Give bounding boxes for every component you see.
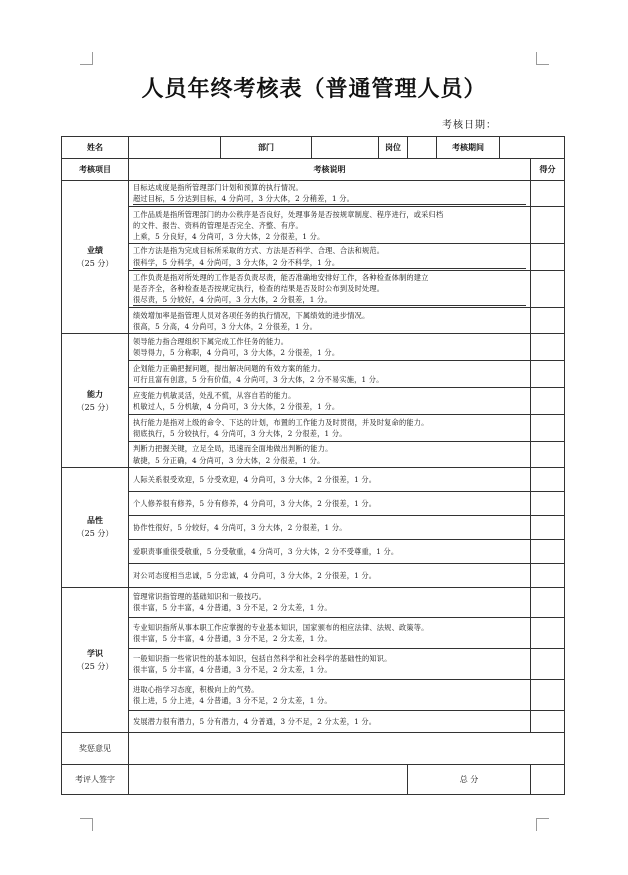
score-field[interactable] <box>531 515 565 539</box>
score-field[interactable] <box>531 334 565 361</box>
criteria-description <box>129 539 531 563</box>
corner-mark-bottom-left <box>80 818 93 831</box>
score-field[interactable] <box>531 491 565 515</box>
score-field[interactable] <box>531 181 565 207</box>
score-label: 得分 <box>531 159 565 181</box>
header-row-2 <box>62 159 565 181</box>
total-field[interactable] <box>531 764 565 794</box>
item-row <box>62 415 565 442</box>
criteria-line: 发展潜力很有潜力，5 分有潜力，4 分普通，3 分不足，2 分太差，1 分。 <box>133 716 377 726</box>
criteria-line: 可行且富有创意，5 分有价值，4 分尚可，3 分大体，2 分不易实施，1 分。 <box>133 375 384 385</box>
criteria-description <box>129 587 531 617</box>
criteria-line: 管理常识指管理的基础知识和一般技巧。 <box>133 592 266 602</box>
criteria-line: 很丰富，5 分丰富，4 分普通，3 分不足，2 分太差，1 分。 <box>133 664 332 674</box>
item-label: 考核项目 <box>62 159 129 181</box>
post-label: 岗位 <box>379 137 408 159</box>
score-field[interactable] <box>531 388 565 415</box>
dept-label: 部门 <box>221 137 312 159</box>
criteria-line: 对公司态度相当忠诚，5 分忠诚，4 分尚可，3 分大体，2 分很差，1 分。 <box>133 570 377 580</box>
score-field[interactable] <box>531 270 565 308</box>
score-field[interactable] <box>531 361 565 388</box>
opinion-field[interactable] <box>129 732 565 764</box>
criteria-line: 很丰富，5 分丰富，4 分普通，3 分不足，2 分太差，1 分。 <box>133 603 332 613</box>
corner-mark-bottom-right <box>536 818 549 831</box>
criteria-line: 绩效增加率是指管理人员对各项任务的执行情况，下属绩效的进步情况。 <box>133 310 370 320</box>
criteria-line: 人际关系很受欢迎，5 分受欢迎，4 分尚可，3 分大体，2 分很差，1 分。 <box>133 474 377 484</box>
post-field[interactable] <box>408 137 437 159</box>
criteria-description <box>129 207 531 244</box>
criteria-line: 进取心指学习态度，积极向上的气势。 <box>133 684 259 694</box>
criteria-line: 协作性很好，5 分较好，4 分尚可，3 分大体，2 分很差，1 分。 <box>133 522 347 532</box>
desc-label: 考核说明 <box>129 159 531 181</box>
criteria-line: 工作方法是指为完成目标所采取的方式、方法是否科学、合理、合法和规范。 <box>133 246 385 256</box>
criteria-line: 彻底执行，5 分较执行，4 分尚可，3 分大体，2 分很差，1 分。 <box>133 429 347 439</box>
criteria-description <box>129 415 531 442</box>
criteria-line: 很高，5 分高，4 分尚可，3 分大体，2 分很差，1 分。 <box>133 321 318 331</box>
score-field[interactable] <box>531 308 565 334</box>
criteria-description <box>129 388 531 415</box>
item-row <box>62 442 565 467</box>
signature-label: 考评人签字 <box>62 764 129 794</box>
period-label: 考核期间 <box>437 137 500 159</box>
category-name: 业绩 <box>87 245 103 256</box>
criteria-line: 企划能力正确把握问题，提出解决问题的有效方案的能力。 <box>133 364 326 374</box>
criteria-line: 判断力把握关键，立足全局，迅速而全面地做出判断的能力。 <box>133 444 333 454</box>
score-field[interactable] <box>531 617 565 648</box>
item-row <box>62 308 565 334</box>
corner-mark-top-right <box>536 52 549 65</box>
item-row <box>62 207 565 244</box>
criteria-line: 很科学，5 分科学，4 分尚可，3 分大体，2 分不科学，1 分。 <box>133 257 526 269</box>
criteria-line: 的文件、报告、资料的管理是否完全、齐整、有序。 <box>133 220 303 230</box>
header-row-1 <box>62 137 565 159</box>
name-label: 姓名 <box>62 137 129 159</box>
category-cell <box>62 334 129 467</box>
category-points: （25 分） <box>76 529 114 539</box>
criteria-description <box>129 563 531 587</box>
score-field[interactable] <box>531 442 565 467</box>
review-date-label: 考核日期： <box>442 120 497 131</box>
criteria-description <box>129 710 531 732</box>
item-row <box>62 181 565 207</box>
score-field[interactable] <box>531 415 565 442</box>
criteria-line: 机敏过人，5 分机敏，4 分尚可，3 分大体，2 分很差，1 分。 <box>133 402 340 412</box>
criteria-description <box>129 181 531 207</box>
category-name: 能力 <box>87 388 103 399</box>
item-row <box>62 270 565 308</box>
item-row <box>62 617 565 648</box>
dept-field[interactable] <box>312 137 379 159</box>
criteria-line: 敏捷，5 分正确，4 分尚可，3 分大体，2 分很差，1 分。 <box>133 455 325 465</box>
page-title: 人员年终考核表（普通管理人员） <box>141 76 487 102</box>
criteria-description <box>129 491 531 515</box>
criteria-line: 是否齐全，各种检查是否按规定执行，检查的结果是否及时公布到及时处理。 <box>133 284 385 294</box>
criteria-line: 目标达成度是指所管理部门计划和预算的执行情况。 <box>133 183 303 192</box>
category-cell <box>62 587 129 732</box>
item-row <box>62 648 565 679</box>
criteria-description <box>129 467 531 491</box>
criteria-line: 很丰富，5 分丰富，4 分普通，3 分不足，2 分太差，1 分。 <box>133 633 332 643</box>
assessment-table <box>61 136 565 795</box>
item-row <box>62 388 565 415</box>
criteria-description <box>129 679 531 710</box>
item-row <box>62 710 565 732</box>
name-field[interactable] <box>129 137 221 159</box>
criteria-description <box>129 244 531 270</box>
category-cell <box>62 181 129 334</box>
criteria-line: 一般知识指一些常识性的基本知识，包括自然科学和社会科学的基础性的知识。 <box>133 653 392 663</box>
item-row <box>62 467 565 491</box>
criteria-description <box>129 442 531 467</box>
criteria-line: 领导得力，5 分称职，4 分尚可，3 分大体，2 分很差，1 分。 <box>133 348 340 358</box>
score-field[interactable] <box>531 244 565 270</box>
criteria-line: 很上进，5 分上进，4 分普通，3 分不足，2 分太差，1 分。 <box>133 695 332 705</box>
category-name: 学识 <box>87 647 103 658</box>
criteria-line: 超过目标，5 分达到目标，4 分尚可，3 分大体，2 分稍差，1 分。 <box>133 193 526 205</box>
criteria-line: 领导能力指合理组织下属完成工作任务的能力。 <box>133 337 289 347</box>
item-row <box>62 563 565 587</box>
score-field[interactable] <box>531 587 565 617</box>
score-field[interactable] <box>531 467 565 491</box>
opinion-label: 奖惩意见 <box>62 732 129 764</box>
score-field[interactable] <box>531 207 565 244</box>
score-field[interactable] <box>531 710 565 732</box>
criteria-line: 个人修养很有修养，5 分有修养，4 分尚可，3 分大体，2 分很差，1 分。 <box>133 498 377 508</box>
item-row <box>62 539 565 563</box>
criteria-line: 应变能力机敏灵活，处乱不慌，从容自若的能力。 <box>133 391 296 401</box>
score-field[interactable] <box>531 539 565 563</box>
category-points: （25 分） <box>76 661 114 671</box>
item-row <box>62 334 565 361</box>
criteria-description <box>129 361 531 388</box>
item-row <box>62 515 565 539</box>
opinion-row <box>62 732 565 764</box>
score-field[interactable] <box>531 563 565 587</box>
signature-field[interactable] <box>129 764 408 794</box>
criteria-description <box>129 270 531 308</box>
criteria-line: 专业知识指所从事本职工作应掌握的专业基本知识，国家颁布的相应法律、法规、政策等。 <box>133 622 429 632</box>
score-field[interactable] <box>531 679 565 710</box>
signature-row <box>62 764 565 794</box>
item-row <box>62 587 565 617</box>
criteria-description <box>129 308 531 334</box>
score-field[interactable] <box>531 648 565 679</box>
period-field[interactable] <box>500 137 565 159</box>
criteria-line: 工作品质是指所管理部门的办公秩序是否良好，处理事务是否按规章制度、程序进行，或采归档 <box>133 209 444 219</box>
category-name: 品性 <box>87 515 103 526</box>
criteria-description <box>129 334 531 361</box>
criteria-description <box>129 617 531 648</box>
item-row <box>62 244 565 270</box>
item-row <box>62 491 565 515</box>
criteria-line: 上乘，5 分良好，4 分尚可，3 分大体，2 分很差，1 分。 <box>133 232 325 241</box>
criteria-line: 爱职责事重很受敬重，5 分受敬重，4 分尚可，3 分大体，2 分不受尊重，1 分。 <box>133 546 399 556</box>
corner-mark-top-left <box>80 52 93 65</box>
category-cell <box>62 467 129 587</box>
criteria-line: 执行能力是指对上级的命令、下达的计划，布置的工作能力及时贯彻，并及时复命的能力。 <box>133 418 429 428</box>
criteria-description <box>129 648 531 679</box>
criteria-description <box>129 515 531 539</box>
category-points: （25 分） <box>76 402 114 412</box>
total-label: 总 分 <box>408 764 531 794</box>
criteria-line: 工作负责是指对所处理的工作是否负责尽责，能否准确地安排好工作，各种检查体制的建立 <box>133 272 429 282</box>
category-points: （25 分） <box>76 259 114 269</box>
criteria-line: 很尽责，5 分较好，4 分尚可，3 分大体，2 分很差，1 分。 <box>133 294 526 306</box>
item-row <box>62 361 565 388</box>
item-row <box>62 679 565 710</box>
